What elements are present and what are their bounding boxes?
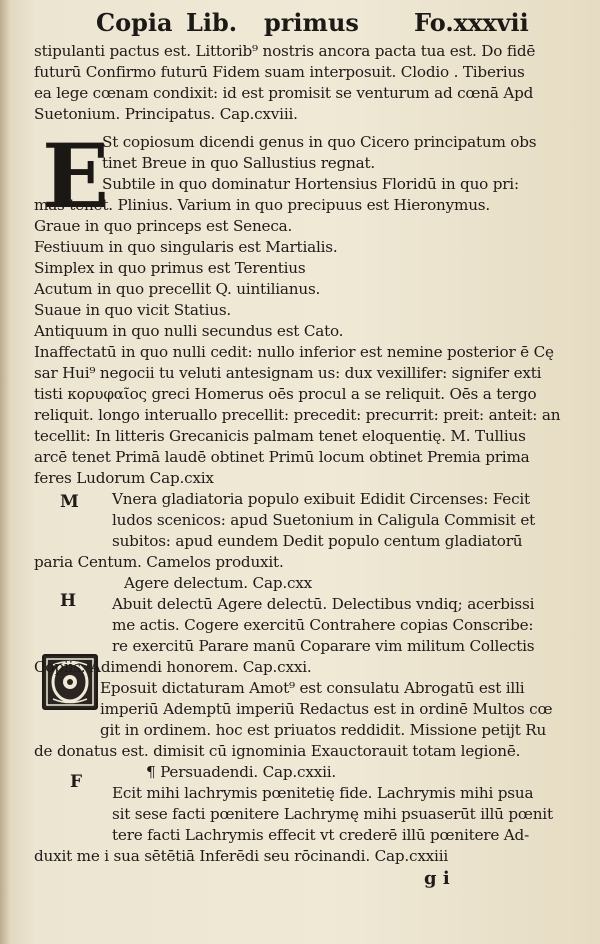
text-line: Ecit mihi lachrymis pœnitetię fide. Lachrymis mihi psua [112, 784, 534, 802]
text-line: stipulanti pactus est. Littorib⁹ nostris ancora pacta tua est. Do fidē [34, 42, 536, 60]
text-line: Graue in quo princeps est Seneca. [34, 217, 293, 235]
text-line: arcē tenet Primā laudē obtinet Primū locum obtinet Premia prima [34, 448, 530, 466]
text-line: Abuit delectū Agere delectū. Delectibus vndiq; acerbissi [112, 595, 535, 613]
text-line: de donatus est. dimisit cū ignominia Exauctorauit totam legionē. [34, 742, 521, 760]
section-heading: feres Ludorum Cap.cxix [34, 469, 214, 487]
text-line: paria Centum. Camelos produxit. [34, 553, 284, 571]
text-line: tinet Breue in quo Sallustius regnat. [102, 154, 376, 172]
initial-m: M [60, 492, 79, 512]
text-line: subitos: apud eundem Dedit populo centum gladiatorū [112, 532, 523, 550]
text-line: Festiuum in quo singularis est Martialis. [34, 238, 338, 256]
text-line: futurū Confirmo futurū Fidem suam interposuit. Clodio . Tiberius [34, 63, 525, 81]
text-line: reliquit. longo interuallo precellit: precedit: precurrit: preit: anteit: an [34, 406, 561, 424]
text-line: sar Hui⁹ negocii tu veluti antesignam us: dux vexillifer: signifer exti [34, 364, 542, 382]
section-heading: ¶ Persuadendi. Cap.cxxii. [146, 763, 337, 781]
text-line: Suaue in quo vicit Statius. [34, 301, 232, 319]
signature-mark: g i [424, 868, 450, 889]
text-line: tisti κορυφαῖος greci Homerus oēs procul a se reliquit. Oēs a tergo [34, 385, 537, 403]
text-line: ludos scenicos: apud Suetonium in Caligula Commisit et [112, 511, 536, 529]
section-heading: Agere delectum. Cap.cxx [124, 574, 313, 592]
section-heading: Copiis. Adimendi honorem. Cap.cxxi. [34, 658, 312, 676]
text-line: St copiosum dicendi genus in quo Cicero principatum obs [102, 133, 537, 151]
text-line: Acutum in quo precellit Q. uintilianus. [34, 280, 321, 298]
text-line: Inaffectatū in quo nulli cedit: nullo inferior est nemine posterior ē Cę [34, 343, 554, 361]
text-line: me actis. Cogere exercitū Contrahere copias Conscribe: [112, 616, 534, 634]
text-line: Simplex in quo primus est Terentius [34, 259, 306, 277]
text-line: imperiū Ademptū imperiū Redactus est in ordinē Multos cœ [100, 700, 553, 718]
header-primus: primus [264, 8, 359, 37]
header-book: Lib. [186, 8, 238, 37]
text-line: tecellit: In litteris Grecanicis palmam tenet eloquentię. M. Tullius [34, 427, 526, 445]
text-line: Vnera gladiatoria populo exibuit Edidit Circenses: Fecit [112, 490, 530, 508]
text-line: Antiquum in quo nulli secundus est Cato. [34, 322, 344, 340]
initial-h: H [60, 591, 77, 611]
text-line: duxit me i sua sētētiā Inferēdi seu rōcinandi. Cap.cxxiii [34, 847, 449, 865]
text-line: sit sese facti pœnitere Lachrymę mihi psuaserūt illū pœnit [112, 805, 553, 823]
header-title: Copia [96, 8, 173, 37]
text-line: mas tenet. Plinius. Varium in quo precipuus est Hieronymus. [34, 196, 491, 214]
initial-f: F [70, 772, 83, 792]
initial-e-large: E [42, 124, 110, 228]
page-gutter-shadow [0, 0, 10, 944]
section-heading: Suetonium. Principatus. Cap.cxviii. [34, 105, 298, 123]
text-line: tere facti Lachrymis effecit vt crederē illū pœnitere Ad- [112, 826, 529, 844]
text-line: re exercitū Parare manū Coparare vim militum Collectis [112, 637, 535, 655]
text-line: ea lege cœnam condixit: id est promisit se venturum ad cœnā Apd [34, 84, 534, 102]
text-line: git in ordinem. hoc est priuatos reddidit. Missione petijt Ru [100, 721, 547, 739]
running-header [96, 8, 586, 42]
folio-number: Fo.xxxvii [414, 8, 529, 37]
text-line: Eposuit dictaturam Amot⁹ est consulatu Abrogatū est illi [100, 679, 525, 697]
text-line: Subtile in quo dominatur Hortensius Floridū in quo pri: [102, 175, 519, 193]
